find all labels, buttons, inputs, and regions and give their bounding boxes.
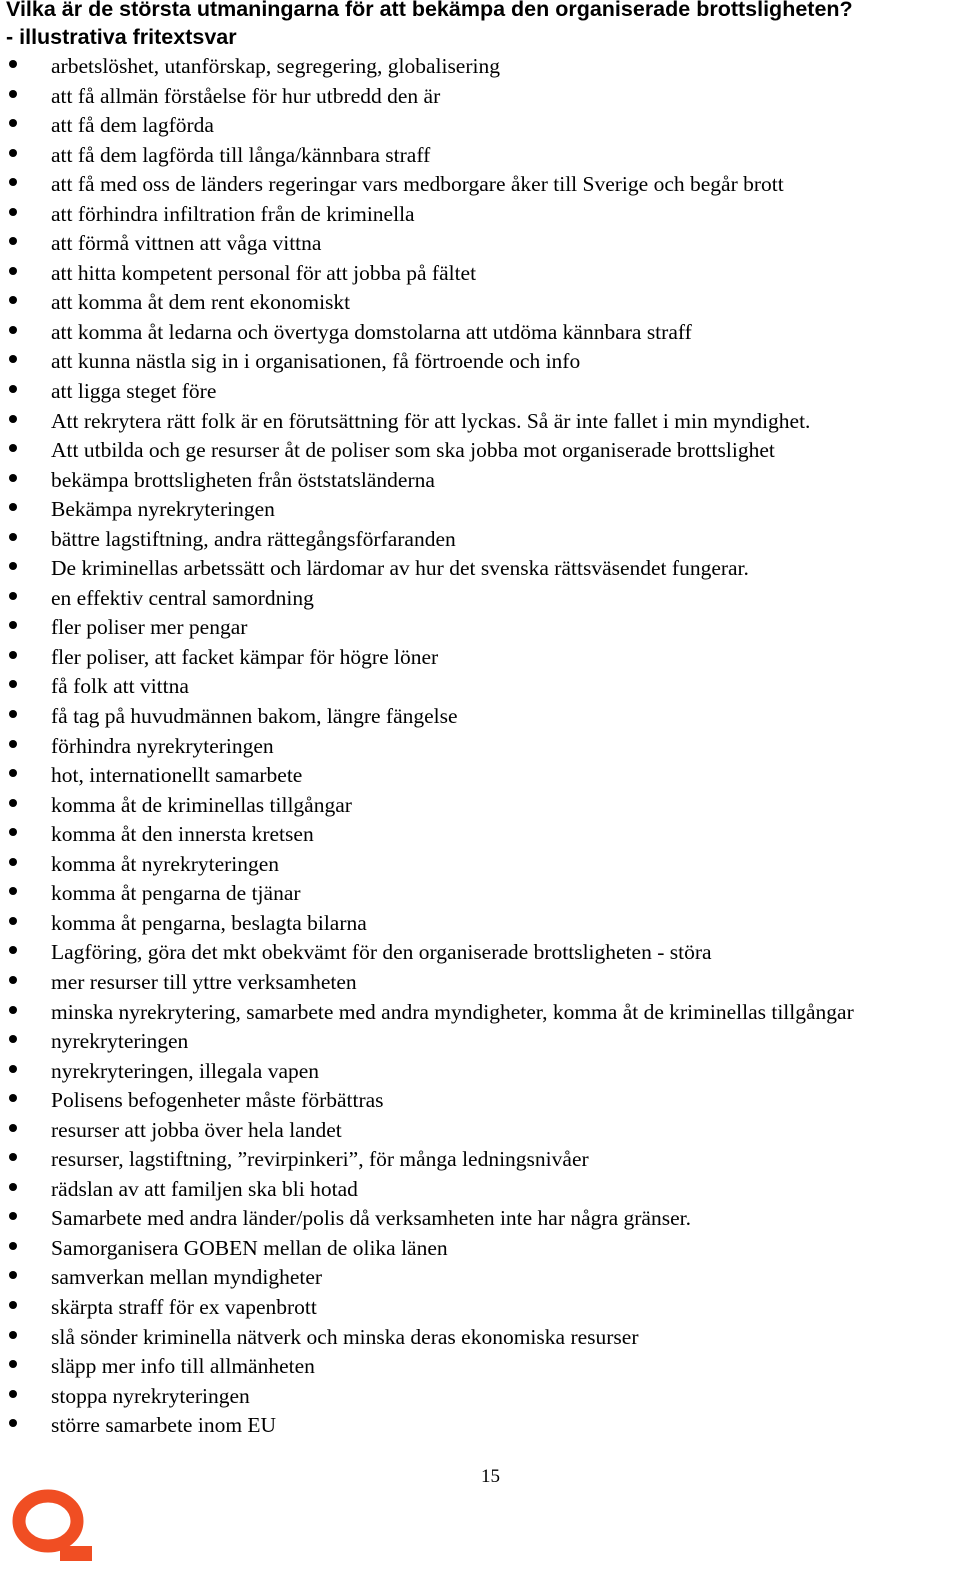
list-item-text: att förmå vittnen att våga vittna: [51, 231, 322, 256]
list-item-text: nyrekryteringen, illegala vapen: [51, 1058, 320, 1083]
bullet-icon: [9, 651, 17, 659]
list-item-text: arbetslöshet, utanförskap, segregering, globalisering: [51, 54, 500, 78]
bullet-icon: [9, 60, 17, 68]
page-subtitle: - illustrativa fritextsvar: [6, 25, 237, 49]
list-item-text: att få dem lagförda till långa/kännbara straff: [51, 142, 431, 167]
bullet-icon: [9, 119, 17, 127]
list-item-text: förhindra nyrekryteringen: [51, 733, 274, 758]
bullet-icon: [9, 710, 17, 718]
bullet-icon: [9, 592, 17, 600]
list-item-text: att komma åt dem rent ekonomiskt: [51, 290, 351, 315]
list-item-text: en effektiv central samordning: [51, 585, 314, 610]
list-item-text: hot, internationellt samarbete: [51, 763, 303, 788]
list-item-text: mer resurser till yttre verksamheten: [51, 969, 357, 994]
bullet-icon: [9, 917, 17, 925]
q-logo-ring: [19, 1496, 77, 1546]
bullet-icon: [9, 680, 17, 688]
q-logo-icon: [6, 1484, 94, 1564]
bullet-icon: [9, 562, 17, 570]
bullet-icon: [9, 1390, 17, 1398]
list-item-text: Bekämpa nyrekryteringen: [51, 497, 275, 522]
list-item-text: Samarbete med andra länder/polis då verksamheten inte har några gränser.: [51, 1206, 691, 1231]
bullet-icon: [9, 946, 17, 954]
bullet-icon: [9, 503, 17, 511]
bullet-icon: [9, 444, 17, 452]
list-item-text: slå sönder kriminella nätverk och minska deras ekonomiska resurser: [51, 1324, 639, 1349]
list-item-text: samverkan mellan myndigheter: [51, 1265, 323, 1290]
bullet-icon: [9, 415, 17, 423]
list-item-text: att få dem lagförda: [51, 113, 214, 138]
list-item-text: Att rekrytera rätt folk är en förutsättning för att lyckas. Så är inte fallet i min myndighet.: [51, 408, 811, 433]
bullet-icon: [9, 1183, 17, 1191]
q-logo-tail: [60, 1546, 92, 1561]
bullet-icon: [9, 769, 17, 777]
bullet-icon: [9, 828, 17, 836]
list-item-text: resurser, lagstiftning, ”revirpinkeri”, för många ledningsnivåer: [51, 1147, 589, 1172]
list-item-text: komma åt nyrekryteringen: [51, 851, 280, 876]
list-item-text: att förhindra infiltration från de kriminella: [51, 201, 415, 226]
bullet-icon: [9, 1212, 17, 1220]
bullet-icon: [9, 178, 17, 186]
list-item-text: få tag på huvudmännen bakom, längre fängelse: [51, 704, 458, 729]
bullet-icon: [9, 1271, 17, 1279]
list-item-text: större samarbete inom EU: [51, 1413, 277, 1438]
bullet-icon: [9, 533, 17, 541]
list-item-text: rädslan av att familjen ska bli hotad: [51, 1176, 358, 1201]
list-item-text: komma åt de kriminellas tillgångar: [51, 792, 352, 817]
page-number: 15: [481, 1466, 500, 1487]
list-item-text: att ligga steget före: [51, 379, 217, 404]
list-item-text: att få med oss de länders regeringar vars medborgare åker till Sverige och begår brott: [51, 172, 784, 197]
bullet-icon: [9, 237, 17, 245]
list-item-text: skärpta straff för ex vapenbrott: [51, 1294, 317, 1319]
list-item-text: fler poliser mer pengar: [51, 615, 248, 640]
list-item-text: att kunna nästla sig in i organisationen, få förtroende och info: [51, 349, 581, 374]
list-item-text: fler poliser, att facket kämpar för högre löner: [51, 644, 439, 669]
list-item-text: Polisens befogenheter måste förbättras: [51, 1088, 384, 1113]
bullet-icon: [9, 90, 17, 98]
bullet-icon: [9, 1331, 17, 1339]
list-item-text: stoppa nyrekryteringen: [51, 1383, 250, 1408]
list-item-text: bekämpa brottsligheten från öststatsländerna: [51, 467, 435, 492]
bullet-icon: [9, 1301, 17, 1309]
list-item-text: komma åt den innersta kretsen: [51, 822, 314, 847]
list-item-text: att komma åt ledarna och övertyga domstolarna att utdöma kännbara straff: [51, 319, 692, 344]
bullet-icon: [9, 1242, 17, 1250]
bullet-icon: [9, 385, 17, 393]
bullet-icon: [9, 1360, 17, 1368]
list-item-text: få folk att vittna: [51, 674, 189, 699]
bullet-icon: [9, 1094, 17, 1102]
page-title: Vilka är de största utmaningarna för att bekämpa den organiserade brottsligheten?: [6, 0, 853, 21]
bullet-icon: [9, 296, 17, 304]
bullet-icon: [9, 1124, 17, 1132]
bullet-icon: [9, 1153, 17, 1161]
bullet-icon: [9, 208, 17, 216]
bullet-icon: [9, 267, 17, 275]
list-item-text: De kriminellas arbetssätt och lärdomar av hur det svenska rättsväsendet fungerar.: [51, 556, 749, 581]
list-item-text: komma åt pengarna de tjänar: [51, 881, 301, 906]
list-item-text: att få allmän förståelse för hur utbredd den är: [51, 83, 441, 108]
bullet-icon: [9, 355, 17, 363]
bullet-icon: [9, 887, 17, 895]
bullet-icon: [9, 1419, 17, 1427]
list-item-text: resurser att jobba över hela landet: [51, 1117, 342, 1142]
bullet-icon: [9, 740, 17, 748]
bullet-icon: [9, 858, 17, 866]
bullet-icon: [9, 474, 17, 482]
bullet-icon: [9, 1006, 17, 1014]
list-item-text: Lagföring, göra det mkt obekvämt för den organiserade brottsligheten - störa: [51, 940, 712, 965]
bullet-icon: [9, 799, 17, 807]
list-item-text: nyrekryteringen: [51, 1029, 189, 1054]
bullet-icon: [9, 326, 17, 334]
list-item-text: komma åt pengarna, beslagta bilarna: [51, 910, 367, 935]
bullet-icon: [9, 1035, 17, 1043]
bullet-icon: [9, 1065, 17, 1073]
list-item-text: att hitta kompetent personal för att jobba på fältet: [51, 260, 477, 285]
bullet-icon: [9, 976, 17, 984]
list-item-text: Samorganisera GOBEN mellan de olika länen: [51, 1235, 448, 1260]
bullet-icon: [9, 621, 17, 629]
list-item-text: släpp mer info till allmänheten: [51, 1354, 315, 1379]
bullet-icon: [9, 149, 17, 157]
list-item-text: minska nyrekrytering, samarbete med andra myndigheter, komma åt de kriminellas tillgångar: [51, 999, 854, 1024]
list-item-text: Att utbilda och ge resurser åt de poliser som ska jobba mot organiserade brottslighet: [51, 438, 775, 463]
list-item-text: bättre lagstiftning, andra rättegångsförfaranden: [51, 526, 456, 551]
